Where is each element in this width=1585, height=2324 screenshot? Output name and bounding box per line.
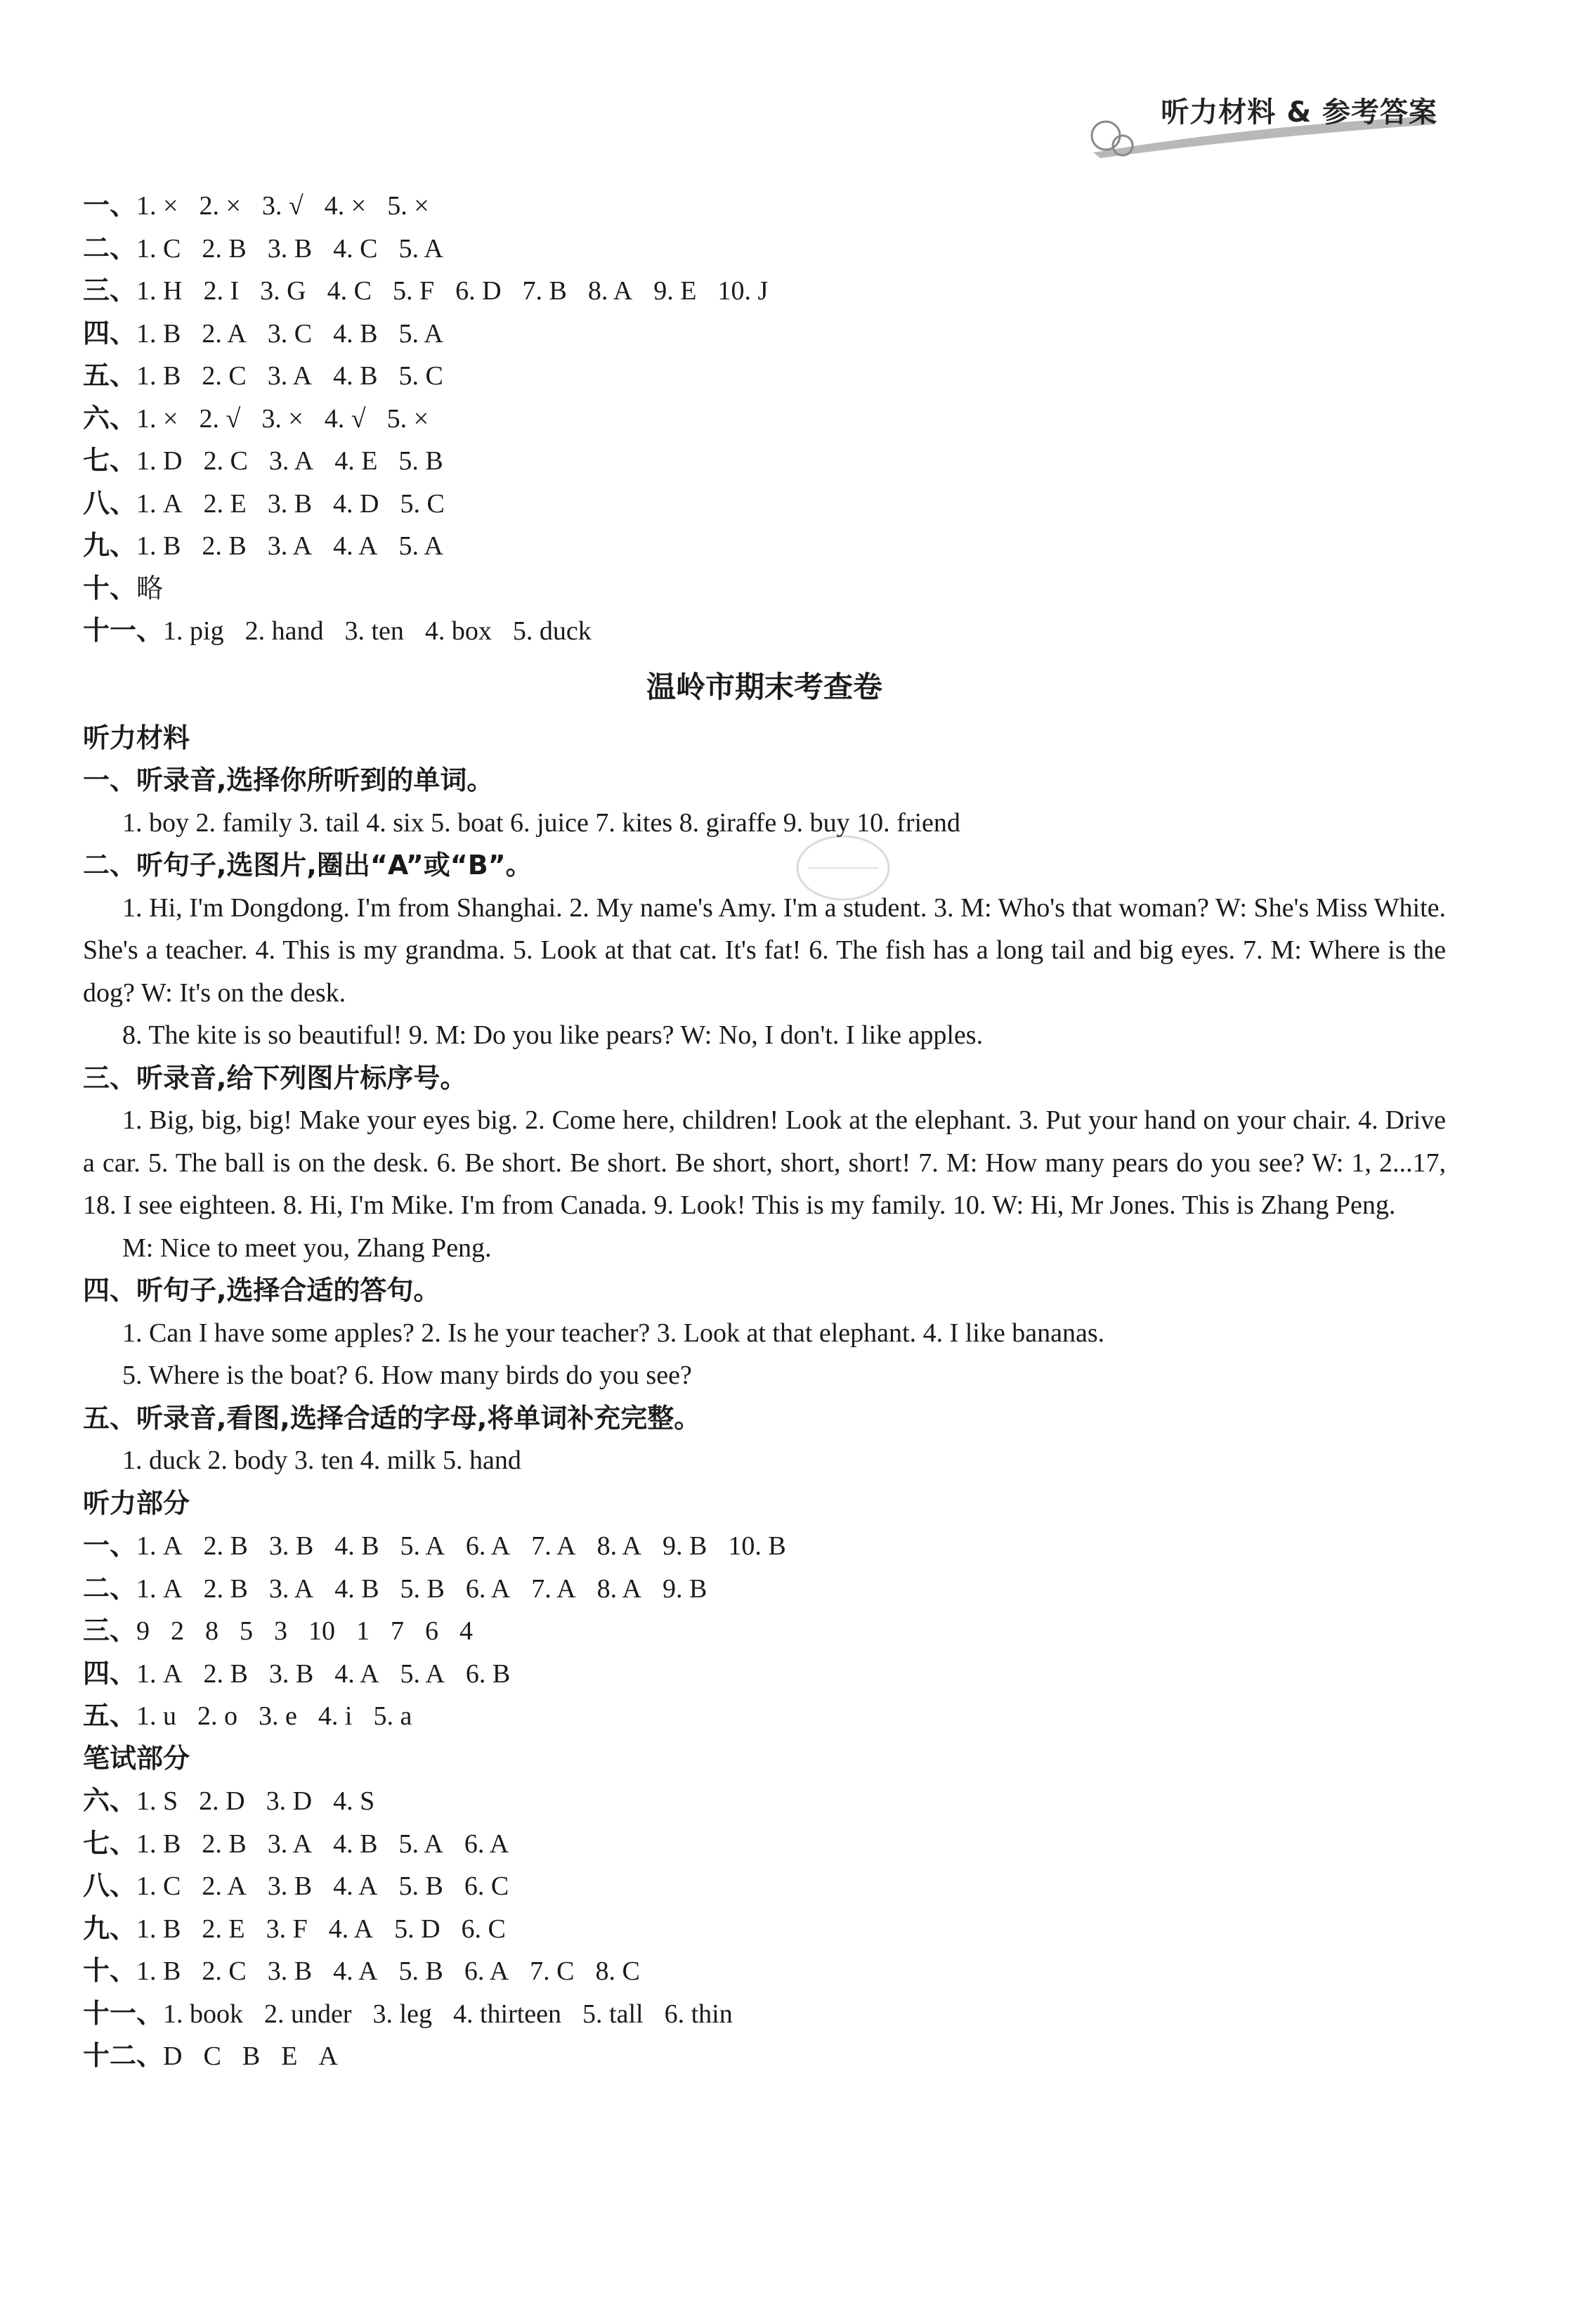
- answer-item: 7. B: [522, 276, 567, 306]
- answer-item: 5. a: [373, 1701, 412, 1731]
- answer-row: [83, 354, 1446, 397]
- listening-q4-text-2: 5. Where is the boat? 6. How many birds do you see?: [122, 1361, 692, 1390]
- answer-item: 5. A: [398, 531, 443, 561]
- answer-item: 5. ×: [387, 191, 429, 221]
- written-answers-heading: 笔试部分: [83, 1742, 190, 1774]
- answer-item: 9. E: [653, 276, 697, 306]
- answer-item: 3. F: [266, 1914, 308, 1944]
- answer-item: 6. A: [465, 1573, 511, 1604]
- answer-item: 6. thin: [664, 1999, 733, 2029]
- answer-item: 2. B: [202, 233, 247, 264]
- answer-row-label: 八、: [83, 1870, 137, 1901]
- section-title: 温岭市期末考查卷: [646, 669, 882, 704]
- answer-item: A: [318, 2041, 338, 2071]
- answer-item: 3. leg: [372, 1999, 432, 2029]
- answer-item: 2. C: [203, 446, 248, 476]
- answer-item: 9. B: [662, 1573, 707, 1604]
- answer-item: 4. B: [334, 1531, 379, 1561]
- answer-row: [83, 524, 1446, 567]
- listening-material-heading: 听力材料: [83, 722, 190, 753]
- answer-row-label: 十、: [83, 572, 137, 604]
- answer-item: 2. B: [202, 531, 247, 561]
- answer-item: 5. A: [398, 233, 443, 264]
- answer-row-label: 十、: [83, 1955, 137, 1986]
- answer-item: 4. A: [333, 1956, 378, 1986]
- answer-row: [83, 439, 1446, 482]
- answer-item: 4. B: [333, 361, 378, 391]
- answer-item: 5. C: [398, 361, 443, 391]
- answer-item: 3. G: [260, 276, 306, 306]
- page-header-title: 听力材料 & 参考答案: [1161, 96, 1437, 129]
- page-content: [83, 184, 1446, 2077]
- answer-item: 5. D: [394, 1914, 441, 1944]
- answer-item: 10. B: [728, 1531, 786, 1561]
- answer-item: 4. B: [333, 1829, 378, 1859]
- answer-item: 3. e: [259, 1701, 297, 1731]
- answer-row: [83, 269, 1446, 312]
- answer-row: [83, 1567, 1446, 1610]
- listening-q3-title: 三、听录音,给下列图片标序号。: [83, 1062, 467, 1093]
- answer-item: 8. C: [595, 1956, 640, 1986]
- answer-row: [83, 482, 1446, 525]
- answer-item: 2. √: [199, 403, 241, 434]
- answer-row-label: 三、: [83, 275, 137, 306]
- answer-item: 3. A: [268, 1573, 314, 1604]
- listening-q1-text: 1. boy 2. family 3. tail 4. six 5. boat 6. juice 7. kites 8. giraffe 9. buy 10. friend: [122, 807, 960, 838]
- answer-row: [83, 1609, 1446, 1652]
- answer-item: 3. D: [266, 1786, 313, 1816]
- answer-item: 5. B: [398, 446, 443, 476]
- answer-row: [83, 227, 1446, 270]
- answer-row: [83, 1992, 1446, 2035]
- answer-item: 3. √: [261, 191, 304, 221]
- answer-item: D: [163, 2041, 183, 2071]
- answer-item: 1. D: [136, 446, 183, 476]
- answer-item: 8. A: [596, 1531, 641, 1561]
- answer-item: 9. B: [662, 1531, 707, 1561]
- answer-item: 6. A: [464, 1956, 509, 1986]
- answer-item: E: [281, 2041, 298, 2071]
- answer-item: 5. A: [398, 318, 443, 349]
- answer-item: 1. A: [136, 1658, 183, 1689]
- answer-row: [83, 1864, 1446, 1907]
- listening-answers-block: [83, 1524, 1446, 1737]
- answer-item: 10: [308, 1616, 336, 1646]
- answer-row: [83, 1822, 1446, 1865]
- answer-item: 4. i: [318, 1701, 353, 1731]
- answer-item: 1. C: [136, 233, 181, 264]
- answer-item: 9: [136, 1616, 150, 1646]
- answer-item: 6: [425, 1616, 439, 1646]
- answer-item: 1. B: [136, 1956, 181, 1986]
- answer-item: 2. B: [203, 1658, 248, 1689]
- answer-row-label: 六、: [83, 402, 137, 434]
- answer-row: [83, 1652, 1446, 1695]
- answer-item: 4. B: [333, 318, 378, 349]
- answer-item: 1. H: [136, 276, 183, 306]
- answer-item: 2. under: [264, 1999, 352, 2029]
- answer-item: 略: [136, 573, 164, 604]
- answer-item: 1. C: [136, 1871, 181, 1901]
- answer-item: 6. D: [455, 276, 502, 306]
- answer-item: 2. B: [202, 1829, 247, 1859]
- answer-item: 2. o: [197, 1701, 238, 1731]
- answer-row-label: 七、: [83, 1827, 137, 1859]
- answer-item: 1. B: [136, 1829, 181, 1859]
- answer-item: 1. pig: [163, 616, 224, 646]
- answer-item: 2: [171, 1616, 185, 1646]
- listening-q1-title: 一、听录音,选择你所听到的单词。: [83, 765, 494, 796]
- answer-item: 2. C: [202, 1956, 247, 1986]
- answer-row-label: 四、: [83, 1657, 137, 1689]
- answer-item: 4. D: [333, 488, 379, 519]
- answer-row-label: 八、: [83, 487, 137, 519]
- answer-item: 6. A: [465, 1531, 511, 1561]
- answer-row-label: 十二、: [83, 2040, 164, 2071]
- answer-item: 3. A: [267, 531, 313, 561]
- answer-item: 8. A: [596, 1573, 641, 1604]
- answer-item: 7. A: [531, 1531, 576, 1561]
- answer-item: 5. A: [398, 1829, 443, 1859]
- listening-q2-text-2: 8. The kite is so beautiful! 9. M: Do you like pears? W: No, I don't. I like apples.: [122, 1020, 984, 1050]
- listening-q5-title: 五、听录音,看图,选择合适的字母,将单词补充完整。: [83, 1402, 701, 1434]
- answer-item: 5: [240, 1616, 254, 1646]
- answers-top-block: [83, 184, 1446, 652]
- answer-item: 5. B: [400, 1573, 445, 1604]
- answer-item: 6. C: [464, 1871, 509, 1901]
- listening-q5-text: 1. duck 2. body 3. ten 4. milk 5. hand: [122, 1446, 521, 1475]
- answer-item: 5. tall: [582, 1999, 644, 2029]
- answer-item: 2. I: [203, 276, 240, 306]
- answer-item: 5. ×: [386, 403, 429, 434]
- answer-row-label: 九、: [83, 530, 137, 561]
- answer-row: [83, 1779, 1446, 1822]
- answer-row-label: 一、: [83, 1530, 137, 1561]
- answer-item: 1: [356, 1616, 370, 1646]
- answer-item: 1. ×: [136, 191, 178, 221]
- answer-item: 1. u: [136, 1701, 177, 1731]
- answer-row-label: 九、: [83, 1912, 137, 1944]
- answer-item: 2. D: [199, 1786, 245, 1816]
- answer-row-label: 七、: [83, 445, 137, 476]
- answer-item: 2. E: [202, 1914, 245, 1944]
- answer-item: 7. C: [530, 1956, 575, 1986]
- answer-item: 4. A: [334, 1658, 379, 1689]
- listening-q4-title: 四、听句子,选择合适的答句。: [83, 1275, 441, 1306]
- answer-item: 5. F: [392, 276, 435, 306]
- answer-item: 5. C: [400, 488, 445, 519]
- answer-item: 1. book: [163, 1999, 244, 2029]
- answer-item: 1. B: [136, 361, 181, 391]
- answer-item: 1. A: [136, 1573, 183, 1604]
- answer-item: 2. B: [203, 1531, 248, 1561]
- answer-item: 3. B: [268, 1531, 314, 1561]
- answer-item: 2. B: [203, 1573, 248, 1604]
- answer-item: 3: [274, 1616, 288, 1646]
- answer-item: 10. J: [717, 276, 769, 306]
- answer-row: [83, 312, 1446, 355]
- answer-item: 6. C: [461, 1914, 506, 1944]
- answer-item: 2. A: [202, 1871, 247, 1901]
- written-answers-block: [83, 1779, 1446, 2077]
- answer-item: 4. A: [333, 1871, 378, 1901]
- answer-item: 1. B: [136, 318, 181, 349]
- answer-item: 1. A: [136, 1531, 183, 1561]
- answer-row-label: 三、: [83, 1615, 137, 1646]
- answer-item: C: [203, 2041, 221, 2071]
- answer-row-label: 一、: [83, 190, 137, 221]
- answer-row: [83, 184, 1446, 227]
- answer-item: 3. ten: [344, 616, 404, 646]
- answer-item: 1. S: [136, 1786, 178, 1816]
- answer-item: 2. C: [202, 361, 247, 391]
- listening-q3-text-2: M: Nice to meet you, Zhang Peng.: [122, 1233, 492, 1263]
- answer-row-label: 二、: [83, 232, 137, 264]
- answer-row: [83, 567, 1446, 610]
- answer-item: 4. B: [334, 1573, 379, 1604]
- answer-item: 2. ×: [199, 191, 241, 221]
- answer-row-label: 六、: [83, 1785, 137, 1816]
- answer-item: 7: [391, 1616, 405, 1646]
- answer-item: 8. A: [587, 276, 633, 306]
- answer-item: 1. B: [136, 531, 181, 561]
- answer-item: 3. B: [267, 488, 313, 519]
- answer-item: 4. C: [327, 276, 372, 306]
- answer-row: [83, 1694, 1446, 1737]
- answer-item: 3. B: [267, 1871, 313, 1901]
- answer-item: 3. A: [267, 1829, 313, 1859]
- answer-item: 7. A: [531, 1573, 576, 1604]
- answer-item: 2. hand: [244, 616, 324, 646]
- answer-item: 3. A: [267, 361, 313, 391]
- answer-item: 3. B: [267, 1956, 313, 1986]
- answer-item: 3. B: [267, 233, 313, 264]
- answer-item: 5. A: [400, 1658, 445, 1689]
- answer-row-label: 四、: [83, 317, 137, 349]
- answer-item: 1. A: [136, 488, 183, 519]
- answer-item: 4. A: [333, 531, 378, 561]
- answer-item: 3. ×: [261, 403, 304, 434]
- answer-item: 4. C: [333, 233, 378, 264]
- listening-q4-text-1: 1. Can I have some apples? 2. Is he your teacher? 3. Look at that elephant. 4. I like bananas.: [122, 1318, 1105, 1348]
- answer-row: [83, 1907, 1446, 1950]
- answer-item: 4. thirteen: [452, 1999, 562, 2029]
- answer-item: 3. A: [268, 446, 314, 476]
- answer-item: 4. ×: [324, 191, 367, 221]
- answer-row-label: 十一、: [83, 1997, 164, 2029]
- answer-row-label: 二、: [83, 1572, 137, 1604]
- answer-item: B: [242, 2041, 261, 2071]
- answer-row: [83, 397, 1446, 440]
- answer-item: 6. B: [465, 1658, 511, 1689]
- answer-item: 4. box: [424, 616, 492, 646]
- answer-item: 4. E: [334, 446, 378, 476]
- answer-item: 4. S: [333, 1786, 375, 1816]
- answer-row-label: 十一、: [83, 615, 164, 646]
- answer-item: 4. √: [324, 403, 366, 434]
- answer-item: 8: [205, 1616, 219, 1646]
- answer-item: 6. A: [464, 1829, 509, 1859]
- answer-item: 2. A: [202, 318, 247, 349]
- answer-row: [83, 2034, 1446, 2077]
- answer-item: 2. E: [203, 488, 247, 519]
- answer-item: 5. A: [400, 1531, 445, 1561]
- answer-item: 1. B: [136, 1914, 181, 1944]
- listening-q2-text-1: 1. Hi, I'm Dongdong. I'm from Shanghai. 2. My name's Amy. I'm a student. 3. M: Who's that woman? W: She's Miss White. She's a teacher. 4. This is my grandma. 5. Look at that cat. It's fat! 6. The fish has a long tail and big eyes. 7. M: Where is the dog? W: It's on the desk.: [83, 892, 1446, 1008]
- answer-row-label: 五、: [83, 1700, 137, 1731]
- answer-row: [83, 1949, 1446, 1992]
- answer-item: 5. B: [398, 1956, 443, 1986]
- answer-row-label: 五、: [83, 360, 137, 391]
- answer-item: 4: [459, 1616, 474, 1646]
- answer-item: 3. B: [268, 1658, 314, 1689]
- listening-q3-text-1: 1. Big, big, big! Make your eyes big. 2. Come here, children! Look at the elephant. 3. Put your hand on your chair. 4. Drive a car. 5. The ball is on the desk. 6. Be short. Be short. Be short, short, short! 7. M: How many pears do you see? W: 1, 2...17, 18. I see eighteen. 8. Hi, I'm Mike. I'm from Canada. 9. Look! This is my family. 10. W: Hi, Mr Jones. This is Zhang Peng.: [83, 1105, 1446, 1220]
- answer-item: 5. B: [398, 1871, 443, 1901]
- answer-row: [83, 609, 1446, 652]
- answer-item: 4. A: [328, 1914, 374, 1944]
- answer-row: [83, 1524, 1446, 1567]
- answer-item: 3. C: [267, 318, 313, 349]
- answer-item: 5. duck: [512, 616, 592, 646]
- listening-q2-title: 二、听句子,选图片,圈出“A”或“B”。: [83, 850, 533, 881]
- answer-item: 1. ×: [136, 403, 178, 434]
- listening-answers-heading: 听力部分: [83, 1487, 190, 1519]
